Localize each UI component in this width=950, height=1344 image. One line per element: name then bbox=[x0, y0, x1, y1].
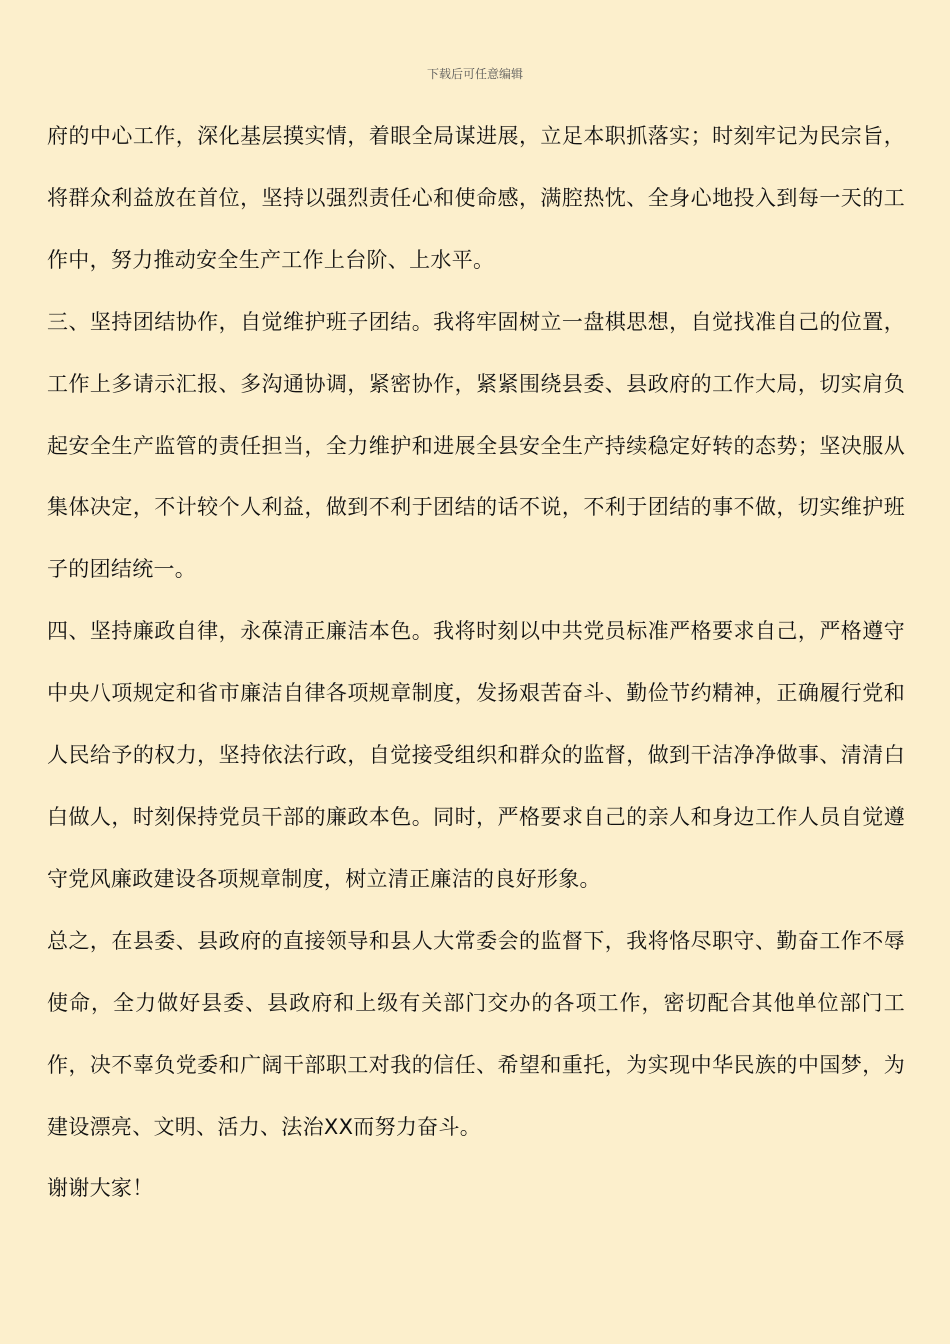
paragraph-section-four: 四、坚持廉政自律，永葆清正廉洁本色。我将时刻以中共党员标准严格要求自己，严格遵守中央八项规定和省市廉洁自律各项规章制度，发扬艰苦奋斗、勤俭节约精神，正确履行党和人民给予的权力，坚持依法行政，自觉接受组织和群众的监督，做到干洁净净做事、清清白白做人，时刻保持党员干部的廉政本色。同时，严格要求自己的亲人和身边工作人员自觉遵守党风廉政建设各项规章制度，树立清正廉洁的良好形象。 bbox=[47, 619, 905, 891]
document-body bbox=[47, 106, 905, 1220]
header-note: 下载后可任意编辑 bbox=[426, 67, 523, 81]
paragraph-continuation: 府的中心工作，深化基层摸实情，着眼全局谋进展，立足本职抓落实；时刻牢记为民宗旨，将群众利益放在首位，坚持以强烈责任心和使命感，满腔热忱、全身心地投入到每一天的工作中，努力推动安全生产工作上台阶、上水平。 bbox=[47, 124, 905, 272]
paragraph-section-three: 三、坚持团结协作，自觉维护班子团结。我将牢固树立一盘棋思想，自觉找准自己的位置，工作上多请示汇报、多沟通协调，紧密协作，紧紧围绕县委、县政府的工作大局，切实肩负起安全生产监管的责任担当，全力维护和进展全县安全生产持续稳定好转的态势；坚决服从集体决定，不计较个人利益，做到不利于团结的话不说，不利于团结的事不做，切实维护班子的团结统一。 bbox=[47, 309, 905, 582]
paragraph-conclusion: 总之，在县委、县政府的直接领导和县人大常委会的监督下，我将恪尽职守、勤奋工作不辱使命，全力做好县委、县政府和上级有关部门交办的各项工作，密切配合其他单位部门工作，决不辜负党委和广阔干部职工对我的信任、希望和重托，为实现中华民族的中国梦，为建设漂亮、文明、活力、法治XX而努力奋斗。 bbox=[47, 928, 905, 1139]
paragraph-thanks: 谢谢大家！ bbox=[47, 1176, 154, 1201]
